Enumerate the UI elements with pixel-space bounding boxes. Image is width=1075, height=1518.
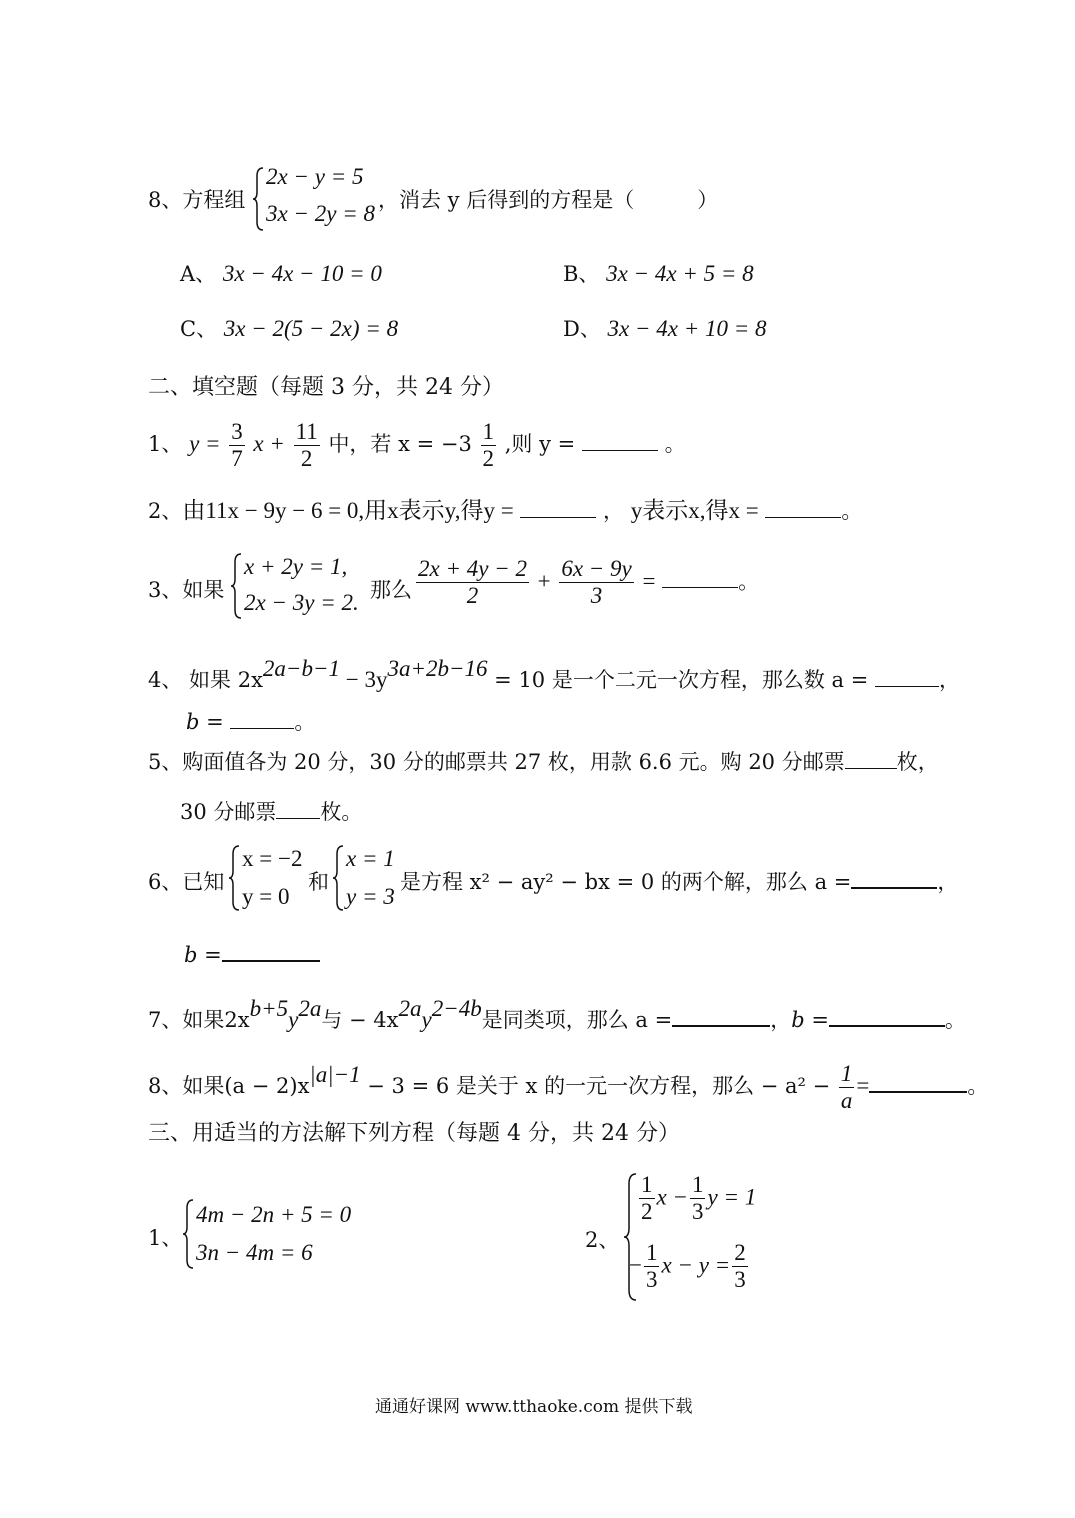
fill-q6 (148, 842, 959, 916)
p2-row2: − $\frac{1}{3}$ x − y = $\frac{2}{3}$ (629, 1240, 746, 1293)
p2-row1: $\frac{1}{2}$ x − $\frac{1}{3}$ y = 1 (641, 1172, 757, 1225)
answer-blank[interactable] (672, 1007, 770, 1027)
fraction: $\frac{1}{2}$ (482, 418, 495, 471)
p1-eq1: 4m − 2n + 5 = 0 (196, 1202, 352, 1227)
p1-eq2: 3n − 4m = 6 (196, 1240, 313, 1265)
answer-blank[interactable] (582, 432, 658, 451)
answer-blank[interactable] (765, 499, 841, 518)
q1-mid: 中，若 x = −3 (328, 432, 472, 456)
q2-label: 2、 (148, 499, 183, 523)
left-brace-icon (228, 844, 240, 912)
q6-s1-eq2: y = 0 (242, 884, 290, 909)
solve-p1 (148, 1196, 448, 1272)
q4-comma: ， (939, 668, 960, 692)
q4-end: 。 (294, 710, 316, 734)
q3-eq2: 2x − 3y = 2. (244, 590, 359, 615)
answer-blank[interactable] (845, 750, 897, 769)
option-c[interactable] (180, 313, 398, 343)
q7-tail: 是同类项，那么 a = (481, 1008, 673, 1032)
q7-exp2: 2a (298, 996, 322, 1021)
answer-blank[interactable] (520, 499, 596, 518)
q4-tail: = 10 是一个二元一次方程，那么数 a = (487, 668, 869, 692)
q7-label: 7、如果2x (148, 1008, 250, 1032)
q2-text-a: 由11x − 9y − 6 = 0,用x表示y,得y = (182, 498, 514, 523)
fill-q4-b (186, 706, 315, 736)
q7-mid: 与 − 4x (321, 1008, 399, 1032)
answer-blank[interactable] (662, 569, 738, 588)
q8-label: 8、如果(a − 2)x (148, 1074, 310, 1098)
fill-q6-b (184, 942, 320, 967)
option-a[interactable] (180, 258, 382, 288)
q7-exp4: 2−4b (431, 996, 482, 1021)
q1-end: 。 (664, 432, 686, 456)
q8-mc-eq2: 3x − 2y = 8 (266, 201, 375, 226)
left-brace-icon (332, 844, 344, 912)
q7-comma: ， (770, 1008, 792, 1032)
q5-line2: 30 分邮票 (180, 800, 277, 824)
option-d[interactable] (563, 313, 767, 343)
q4-exp1: 2a−b−1 (262, 656, 340, 681)
q6-s2-eq1: x = 1 (346, 846, 395, 871)
q8-mc-prompt: ，消去 y 后得到的方程是（ ） (378, 188, 719, 212)
q6-s1-eq1: x = −2 (242, 846, 303, 871)
fill-q5 (148, 746, 939, 776)
fill-q1 (148, 414, 686, 474)
q5-unit1: 枚， (896, 750, 939, 774)
q2-sep: ， (603, 499, 625, 523)
q3-label: 3、如果 (148, 578, 225, 602)
q4-exp2: 3a+2b−16 (387, 656, 488, 681)
fraction: $\frac{1}{a}$ (840, 1060, 853, 1113)
q3-then: 那么 (370, 578, 412, 602)
q7-exp1: b+5 (249, 996, 289, 1021)
q3-expr: $\frac{2x + 4y - 2}{2}$ + $\frac{6x - 9y}{3}$ = 。 (418, 556, 760, 609)
fill-q5-line2 (180, 796, 362, 826)
option-text: 3x − 4x − 10 = 0 (222, 261, 382, 286)
answer-blank[interactable] (230, 710, 294, 729)
section3-heading: 三、用适当的方法解下列方程（每题 4 分，共 24 分） (148, 1121, 680, 1146)
solve-p2 (585, 1170, 845, 1306)
option-b[interactable] (563, 258, 754, 288)
q6-s2-eq2: y = 3 (346, 884, 395, 909)
fill-q8 (148, 1046, 989, 1113)
q1-y-eq: y = (189, 431, 221, 456)
left-brace-icon (252, 166, 264, 232)
answer-blank[interactable] (829, 1007, 945, 1027)
fill-q3 (148, 550, 948, 624)
q1-tail: ,则 y = (504, 432, 576, 456)
q2-text-b: y表示x,得x = (630, 498, 759, 523)
footer-text: 通通好课网 www.tthaoke.com 提供下载 (375, 1397, 693, 1417)
answer-blank[interactable] (875, 668, 939, 687)
answer-blank[interactable] (869, 1073, 967, 1093)
q8-mid: − 3 = 6 是关于 x 的一元一次方程，那么 − a² − (360, 1074, 831, 1098)
q7-y1: y (288, 1007, 299, 1032)
q7-y2: y (421, 1007, 432, 1032)
option-text: 3x − 2(5 − 2x) = 8 (223, 316, 399, 341)
q3-eq1: x + 2y = 1, (244, 554, 348, 579)
option-letter: B、 (563, 262, 600, 286)
p1-label: 1、 (148, 1226, 183, 1250)
q7-exp3: 2a (398, 996, 422, 1021)
fraction: $\frac{11}{2}$ (295, 418, 318, 471)
fill-q7 (148, 996, 966, 1034)
section2-heading: 二、填空题（每题 3 分，共 24 分） (148, 375, 504, 400)
q7-end: 。 (944, 1008, 966, 1032)
left-brace-icon (230, 552, 242, 620)
answer-blank[interactable] (276, 800, 320, 819)
q8-mc-label: 8、方程组 (148, 188, 246, 212)
fill-q2 (148, 492, 862, 525)
q8-eq: = (856, 1073, 870, 1098)
fill-q4 (148, 656, 960, 694)
q6-b-label: b = (184, 943, 222, 967)
q8-mc (148, 166, 748, 236)
option-text: 3x − 4x + 5 = 8 (606, 261, 754, 286)
q5-line1: 5、购面值各为 20 分，30 分的邮票共 27 枚，用款 6.6 元。购 20 分邮票 (148, 750, 845, 774)
option-letter: D、 (563, 317, 601, 341)
q8-end: 。 (967, 1074, 989, 1098)
q5-unit2: 枚。 (320, 800, 363, 824)
q4-label: 4、 如果 2x (148, 668, 263, 692)
q8-exp: |a|−1 (309, 1062, 361, 1087)
q1-x-plus: x + (253, 431, 285, 456)
q6-label: 6、已知 (148, 870, 225, 894)
q4-mid: − 3y (339, 667, 388, 692)
q6-tail: 是方程 x² − ay² − bx = 0 的两个解，那么 a = ， (400, 870, 959, 894)
option-letter: A、 (180, 262, 217, 286)
q7-b-label: b = (791, 1008, 829, 1032)
p2-label: 2、 (585, 1228, 620, 1252)
option-text: 3x − 4x + 10 = 8 (607, 316, 767, 341)
q1-label: 1、 (148, 432, 183, 456)
fraction: $\frac{3}{7}$ (231, 418, 243, 471)
q4-b-label: b = (186, 710, 224, 734)
answer-blank[interactable] (222, 942, 320, 962)
q6-and: 和 (308, 870, 329, 894)
q8-mc-eq1: 2x − y = 5 (266, 164, 364, 189)
option-letter: C、 (180, 317, 218, 341)
left-brace-icon (182, 1198, 194, 1270)
q2-end: 。 (841, 499, 863, 523)
answer-blank[interactable] (851, 869, 937, 889)
